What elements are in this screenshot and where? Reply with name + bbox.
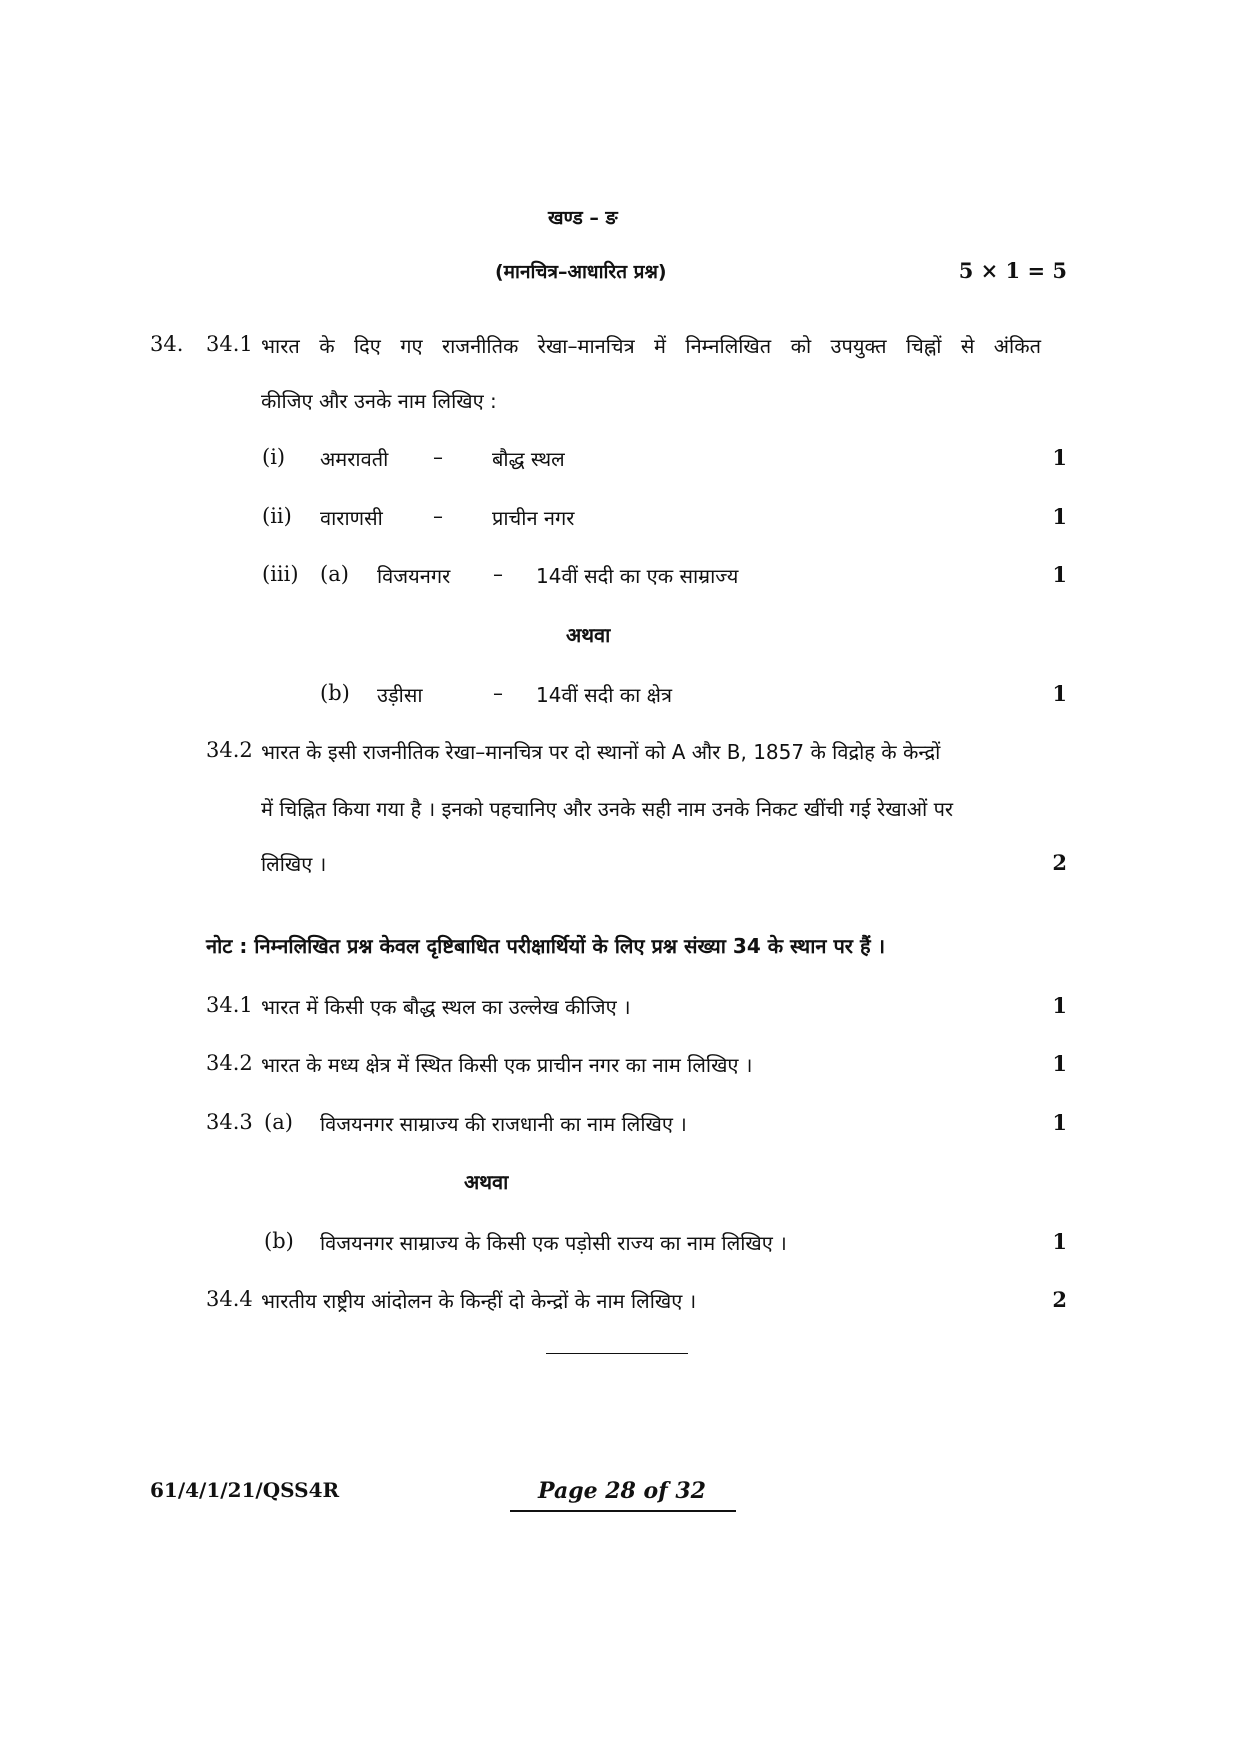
note-q3a-marks: 1 xyxy=(1052,1110,1067,1135)
note-q2-marks: 1 xyxy=(1052,1051,1067,1076)
note-q3b-sub: (b) xyxy=(264,1229,294,1253)
part2-line2: में चिह्नित किया गया है । इनको पहचानिए और उनके सही नाम उनके निकट खींची गई रेखाओं पर xyxy=(261,797,954,821)
item-i-name: अमरावती xyxy=(320,447,389,471)
item-i-desc: बौद्ध स्थल xyxy=(492,447,565,471)
part2-line3: लिखिए । xyxy=(261,852,327,876)
part2-line1: भारत के इसी राजनीतिक रेखा–मानचित्र पर दो स्थानों को A और B, 1857 के विद्रोह के केन्द्रों xyxy=(261,740,941,764)
item-ii-name: वाराणसी xyxy=(320,506,383,530)
item-i-marks: 1 xyxy=(1052,445,1067,470)
item-i-roman: (i) xyxy=(262,445,286,469)
footer-underline xyxy=(510,1510,736,1512)
section-marks: 5 × 1 = 5 xyxy=(958,258,1067,283)
note-q2-label: 34.2 xyxy=(206,1051,253,1075)
end-divider xyxy=(546,1353,688,1354)
footer-code: 61/4/1/21/QSS4R xyxy=(150,1478,340,1502)
item-ii-roman: (ii) xyxy=(262,504,292,528)
item-iii-b-dash: – xyxy=(493,681,503,705)
note-q3a-text: विजयनगर साम्राज्य की राजधानी का नाम लिखिए । xyxy=(320,1112,687,1136)
item-iii-name: विजयनगर xyxy=(377,564,451,588)
part2-marks: 2 xyxy=(1052,850,1067,875)
note-q2-text: भारत के मध्य क्षेत्र में स्थित किसी एक प्राचीन नगर का नाम लिखिए । xyxy=(261,1053,753,1077)
note-text: नोट : निम्नलिखित प्रश्न केवल दृष्टिबाधित परीक्षार्थियों के लिए प्रश्न संख्या 34 के स्थान पर हैं । xyxy=(206,934,886,958)
item-iii-sub: (a) xyxy=(320,562,349,586)
section-title: खण्ड – ङ xyxy=(548,207,618,229)
item-iii-desc: 14वीं सदी का एक साम्राज्य xyxy=(536,564,739,588)
note-or-label: अथवा xyxy=(464,1170,509,1194)
note-q1-text: भारत में किसी एक बौद्ध स्थल का उल्लेख कीजिए । xyxy=(261,995,631,1019)
item-ii-dash: – xyxy=(433,504,443,528)
part1-text-line2: कीजिए और उनके नाम लिखिए : xyxy=(261,389,497,413)
part1-label: 34.1 xyxy=(206,332,253,356)
note-q4-label: 34.4 xyxy=(206,1287,253,1311)
part1-text-line1: भारत के दिए गए राजनीतिक रेखा–मानचित्र में निम्नलिखित को उपयुक्त चिह्नों से अंकित xyxy=(261,334,1041,358)
or-label: अथवा xyxy=(566,623,611,647)
item-iii-b-marks: 1 xyxy=(1052,681,1067,706)
question-number: 34. xyxy=(150,332,184,356)
item-ii-desc: प्राचीन नगर xyxy=(492,506,575,530)
note-q3b-marks: 1 xyxy=(1052,1229,1067,1254)
note-q3a-label: 34.3 xyxy=(206,1110,253,1134)
section-subtitle: (मानचित्र–आधारित प्रश्न) xyxy=(495,261,667,283)
footer-page: Page 28 of 32 xyxy=(538,1478,706,1504)
item-iii-dash: – xyxy=(493,562,503,586)
part2-label: 34.2 xyxy=(206,738,253,762)
item-iii-marks: 1 xyxy=(1052,562,1067,587)
note-q1-marks: 1 xyxy=(1052,993,1067,1018)
item-i-dash: – xyxy=(433,445,443,469)
note-q3b-text: विजयनगर साम्राज्य के किसी एक पड़ोसी राज्य का नाम लिखिए । xyxy=(320,1231,787,1255)
note-q4-marks: 2 xyxy=(1052,1287,1067,1312)
note-q1-label: 34.1 xyxy=(206,993,253,1017)
note-q4-text: भारतीय राष्ट्रीय आंदोलन के किन्हीं दो केन्द्रों के नाम लिखिए । xyxy=(261,1289,697,1313)
item-iii-b-desc: 14वीं सदी का क्षेत्र xyxy=(536,683,673,707)
item-iii-b-sub: (b) xyxy=(320,681,350,705)
note-q3a-sub: (a) xyxy=(264,1110,293,1134)
item-iii-b-name: उड़ीसा xyxy=(377,683,423,707)
item-ii-marks: 1 xyxy=(1052,504,1067,529)
item-iii-roman: (iii) xyxy=(262,562,299,586)
